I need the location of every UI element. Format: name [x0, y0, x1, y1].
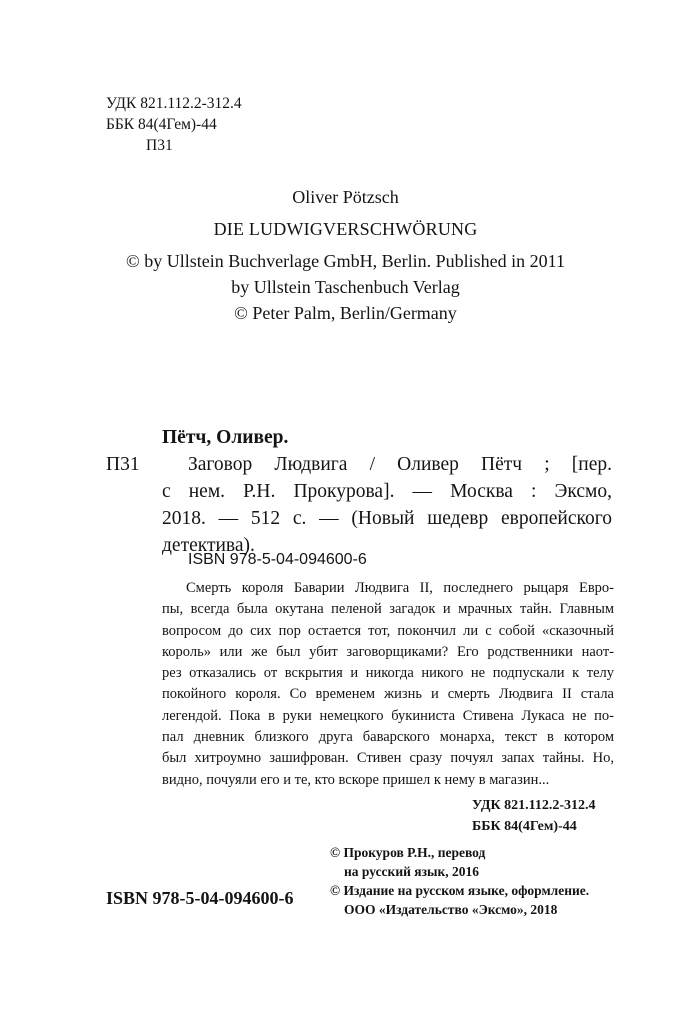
annotation-line: был хитроумно зашифрован. Стивен сразу почуял запах тайны. Но, — [162, 750, 614, 767]
original-edition-block — [0, 184, 691, 326]
copyright-line: © Издание на русском языке, оформление. — [330, 883, 590, 898]
annotation-line: пы, всегда была окутана пеленой загадок и мрачных тайн. Главным — [162, 601, 614, 618]
annotation-line: видно, почуяли его и те, кто вскоре пришел к нему в магазин... — [162, 771, 550, 788]
original-author: Oliver Pötzsch — [292, 187, 399, 207]
original-copyright-line: by Ullstein Taschenbuch Verlag — [231, 277, 460, 297]
original-copyright-line: © by Ullstein Buchverlage GmbH, Berlin. Published in 2011 — [126, 251, 565, 271]
annotation-line: покойного короля. Со временем жизнь и смерть Людвига II стала — [162, 686, 614, 703]
original-title: DIE LUDWIGVERSCHWÖRUNG — [213, 219, 478, 239]
annotation-line: Смерть короля Баварии Людвига II, последнего рыцаря Евро- — [186, 580, 614, 596]
copyright-line: © Прокуров Р.Н., перевод — [330, 845, 486, 860]
author-sign: П31 — [146, 137, 173, 154]
catalog-description — [162, 451, 612, 559]
annotation-line: легендой. Пока в руки немецкого букиниста Стивена Лукаса не по- — [162, 707, 614, 724]
catalog-isbn: ISBN 978-5-04-094600-6 — [188, 551, 367, 568]
bbk-code: ББК 84(4Гем)-44 — [106, 116, 217, 133]
udk-code: УДК 821.112.2-312.4 — [106, 95, 242, 112]
catalog-line: детектива). — [162, 535, 255, 556]
copyright-line: ООО «Издательство «Эксмо», 2018 — [344, 902, 558, 917]
footer-udk-code: УДК 821.112.2-312.4 — [472, 798, 596, 813]
catalog-line: 2018. — 512 с. — (Новый шедевр европейского — [162, 508, 612, 529]
annotation — [162, 578, 614, 791]
copyright-line: на русский язык, 2016 — [344, 864, 480, 879]
catalog-line: с нем. Р.Н. Прокурова]. — Москва : Эксмо, — [162, 481, 612, 502]
catalog-heading: Пётч, Оливер. — [162, 427, 289, 448]
annotation-line: пал дневник близкого друга баварского монарха, текст в котором — [162, 729, 614, 746]
catalog-sign: П31 — [106, 454, 140, 475]
catalog-line: Заговор Людвига / Оливер Пётч ; [пер. — [188, 454, 612, 475]
annotation-line: рез отказались от вскрытия и никогда никого не подпускали к телу — [162, 665, 614, 682]
original-copyright-line: © Peter Palm, Berlin/Germany — [234, 303, 457, 323]
annotation-line: вопросом до сих пор остается тот, покончил ли с собой «сказочный — [162, 622, 614, 639]
footer-bbk-code: ББК 84(4Гем)-44 — [472, 819, 577, 834]
footer-isbn: ISBN 978-5-04-094600-6 — [106, 888, 294, 908]
annotation-line: король» или же был убит заговорщиками? Его родственники наот- — [162, 643, 614, 660]
